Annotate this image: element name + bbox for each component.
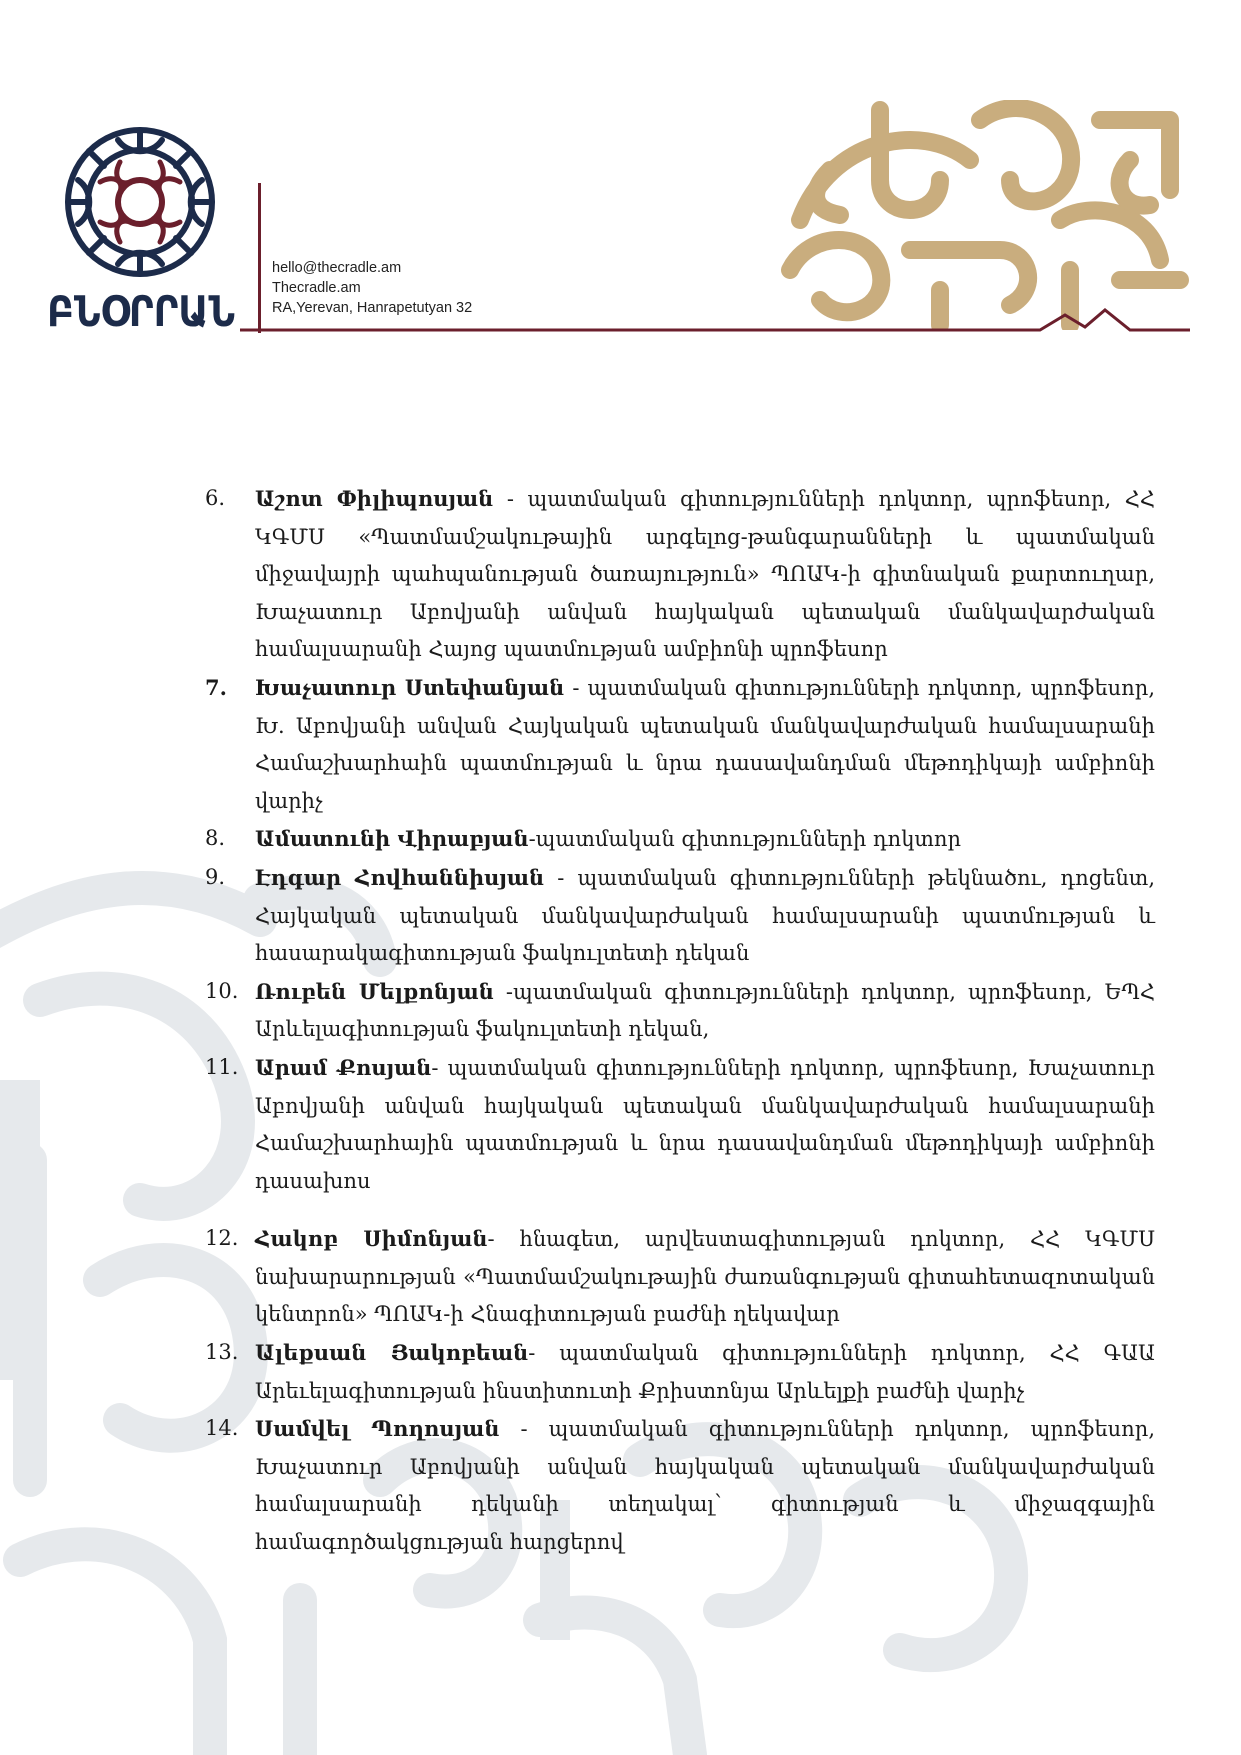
list-item: [205, 1410, 1155, 1561]
item-number: 12.: [205, 1226, 239, 1251]
item-number: 7.: [205, 674, 227, 700]
list-item: [205, 1334, 1155, 1410]
item-number: 8.: [205, 826, 226, 851]
item-number: 9.: [205, 864, 226, 889]
contact-address: RA,Yerevan, Hanrapetutyan 32: [272, 300, 473, 316]
rosette-logo-icon: [58, 120, 223, 285]
member-name: Աշոտ Փիլիպոսյան: [255, 486, 494, 511]
member-description: - պատմական գիտությունների դոկտոր, պրոֆեսոր, ՀՀ ԿԳՄՍ «Պատմամշակութային արգելոց-թանգարանների և պատմական միջավայրի պահպանության ծառայություն» ՊՈԱԿ-ի գիտնական քարտուղար, Խաչատուր Աբովյանի անվան հայկական պետական մանկավարժական համալսարանի Հայոց պատմության ամբիոնի պրոֆեսոր: [255, 487, 1155, 662]
member-name: Արամ Քոսյան: [255, 1054, 432, 1080]
member-name: Ռուբեն Մելքոնյան: [255, 978, 494, 1004]
contact-website[interactable]: Thecradle.am: [272, 280, 361, 296]
member-name: Էդգար Հովհաննիսյան: [255, 864, 545, 890]
member-description: - պատմական գիտությունների դոկտոր, պրոֆեսոր, Խաչատուր Աբովյանի անվան հայկական պետական մանկավարժական համալսարանի Համաշխարհային պատմության և նրա դասավանդման մեթոդիկայի ամբիոնի դասախոս: [255, 1055, 1155, 1193]
list-item: [205, 1049, 1155, 1200]
list-item: [205, 820, 1155, 859]
list-item: [205, 669, 1155, 820]
member-description: - պատմական գիտությունների դոկտոր, ՀՀ ԳԱԱ Արեւելագիտության ինստիտուտի Քրիստոնյա Արևելքի բաժնի վարիչ: [255, 1341, 1155, 1403]
list-item: [205, 973, 1155, 1049]
member-description: - պատմական գիտությունների թեկնածու, դոցենտ, Հայկական պետական մանկավարժական համալսարանի պատմության և հասարակագիտության ֆակուլտետի դեկան: [255, 865, 1156, 966]
header-rule: [240, 305, 1190, 335]
ornament-pattern-icon: [770, 100, 1190, 330]
item-number: 10.: [205, 978, 239, 1003]
member-name: Ամատունի Վիրաբյան: [255, 826, 529, 852]
contact-email[interactable]: hello@thecradle.am: [272, 260, 402, 276]
member-description: -պատմական գիտությունների դոկտոր: [528, 827, 962, 852]
list-item: [205, 480, 1155, 669]
member-name: Հակոբ Սիմոնյան: [255, 1226, 488, 1252]
item-number: 11.: [205, 1054, 239, 1079]
member-description: - պատմական գիտությունների դոկտոր, պրոֆեսոր, Խ. Աբովյանի անվան Հայկական պետական մանկավարժական համալսարանի Համաշխարհաին պատմության և նրա դասավանդման մեթոդիկայի ամբիոնի վարիչ: [255, 675, 1155, 813]
item-number: 13.: [205, 1340, 239, 1365]
svg-text:ԲՆՕՐՐԱՆ: ԲՆՕՐՐԱՆ: [47, 287, 235, 336]
item-number: 6.: [205, 486, 226, 510]
member-description: -պատմական գիտությունների դոկտոր, պրոֆեսոր, ԵՊՀ Արևելագիտության ֆակուլտետի դեկան,: [255, 979, 1155, 1042]
brand-wordmark: [45, 282, 240, 337]
member-name: Ալեքսան Յակոբեան: [255, 1340, 529, 1366]
member-name: Սամվել Պողոսյան: [255, 1416, 500, 1442]
list-spacer: [205, 1200, 1155, 1220]
item-number: 14.: [205, 1416, 239, 1441]
member-description: - պատմական գիտությունների դոկտոր, պրոֆեսոր, Խաչատուր Աբովյանի անվան հայկական պետական մանկավարժական համալսարանի դեկանի տեղակալ՝ գիտության և միջազգային համագործակցության հարցերով: [255, 1417, 1155, 1555]
list-item: [205, 859, 1155, 973]
member-list: [205, 480, 1155, 1562]
list-item: [205, 1220, 1155, 1334]
member-description: - հնագետ, արվեստագիտության դոկտոր, ՀՀ ԿԳՄՍ նախարարության «Պատմամշակութային ժառանգության գիտահետազոտական կենտրոն» ՊՈԱԿ-ի Հնագիտության բաժնի ղեկավար: [255, 1227, 1155, 1327]
member-name: Խաչատուր Ստեփանյան: [255, 674, 565, 700]
letterhead: [0, 0, 1241, 350]
